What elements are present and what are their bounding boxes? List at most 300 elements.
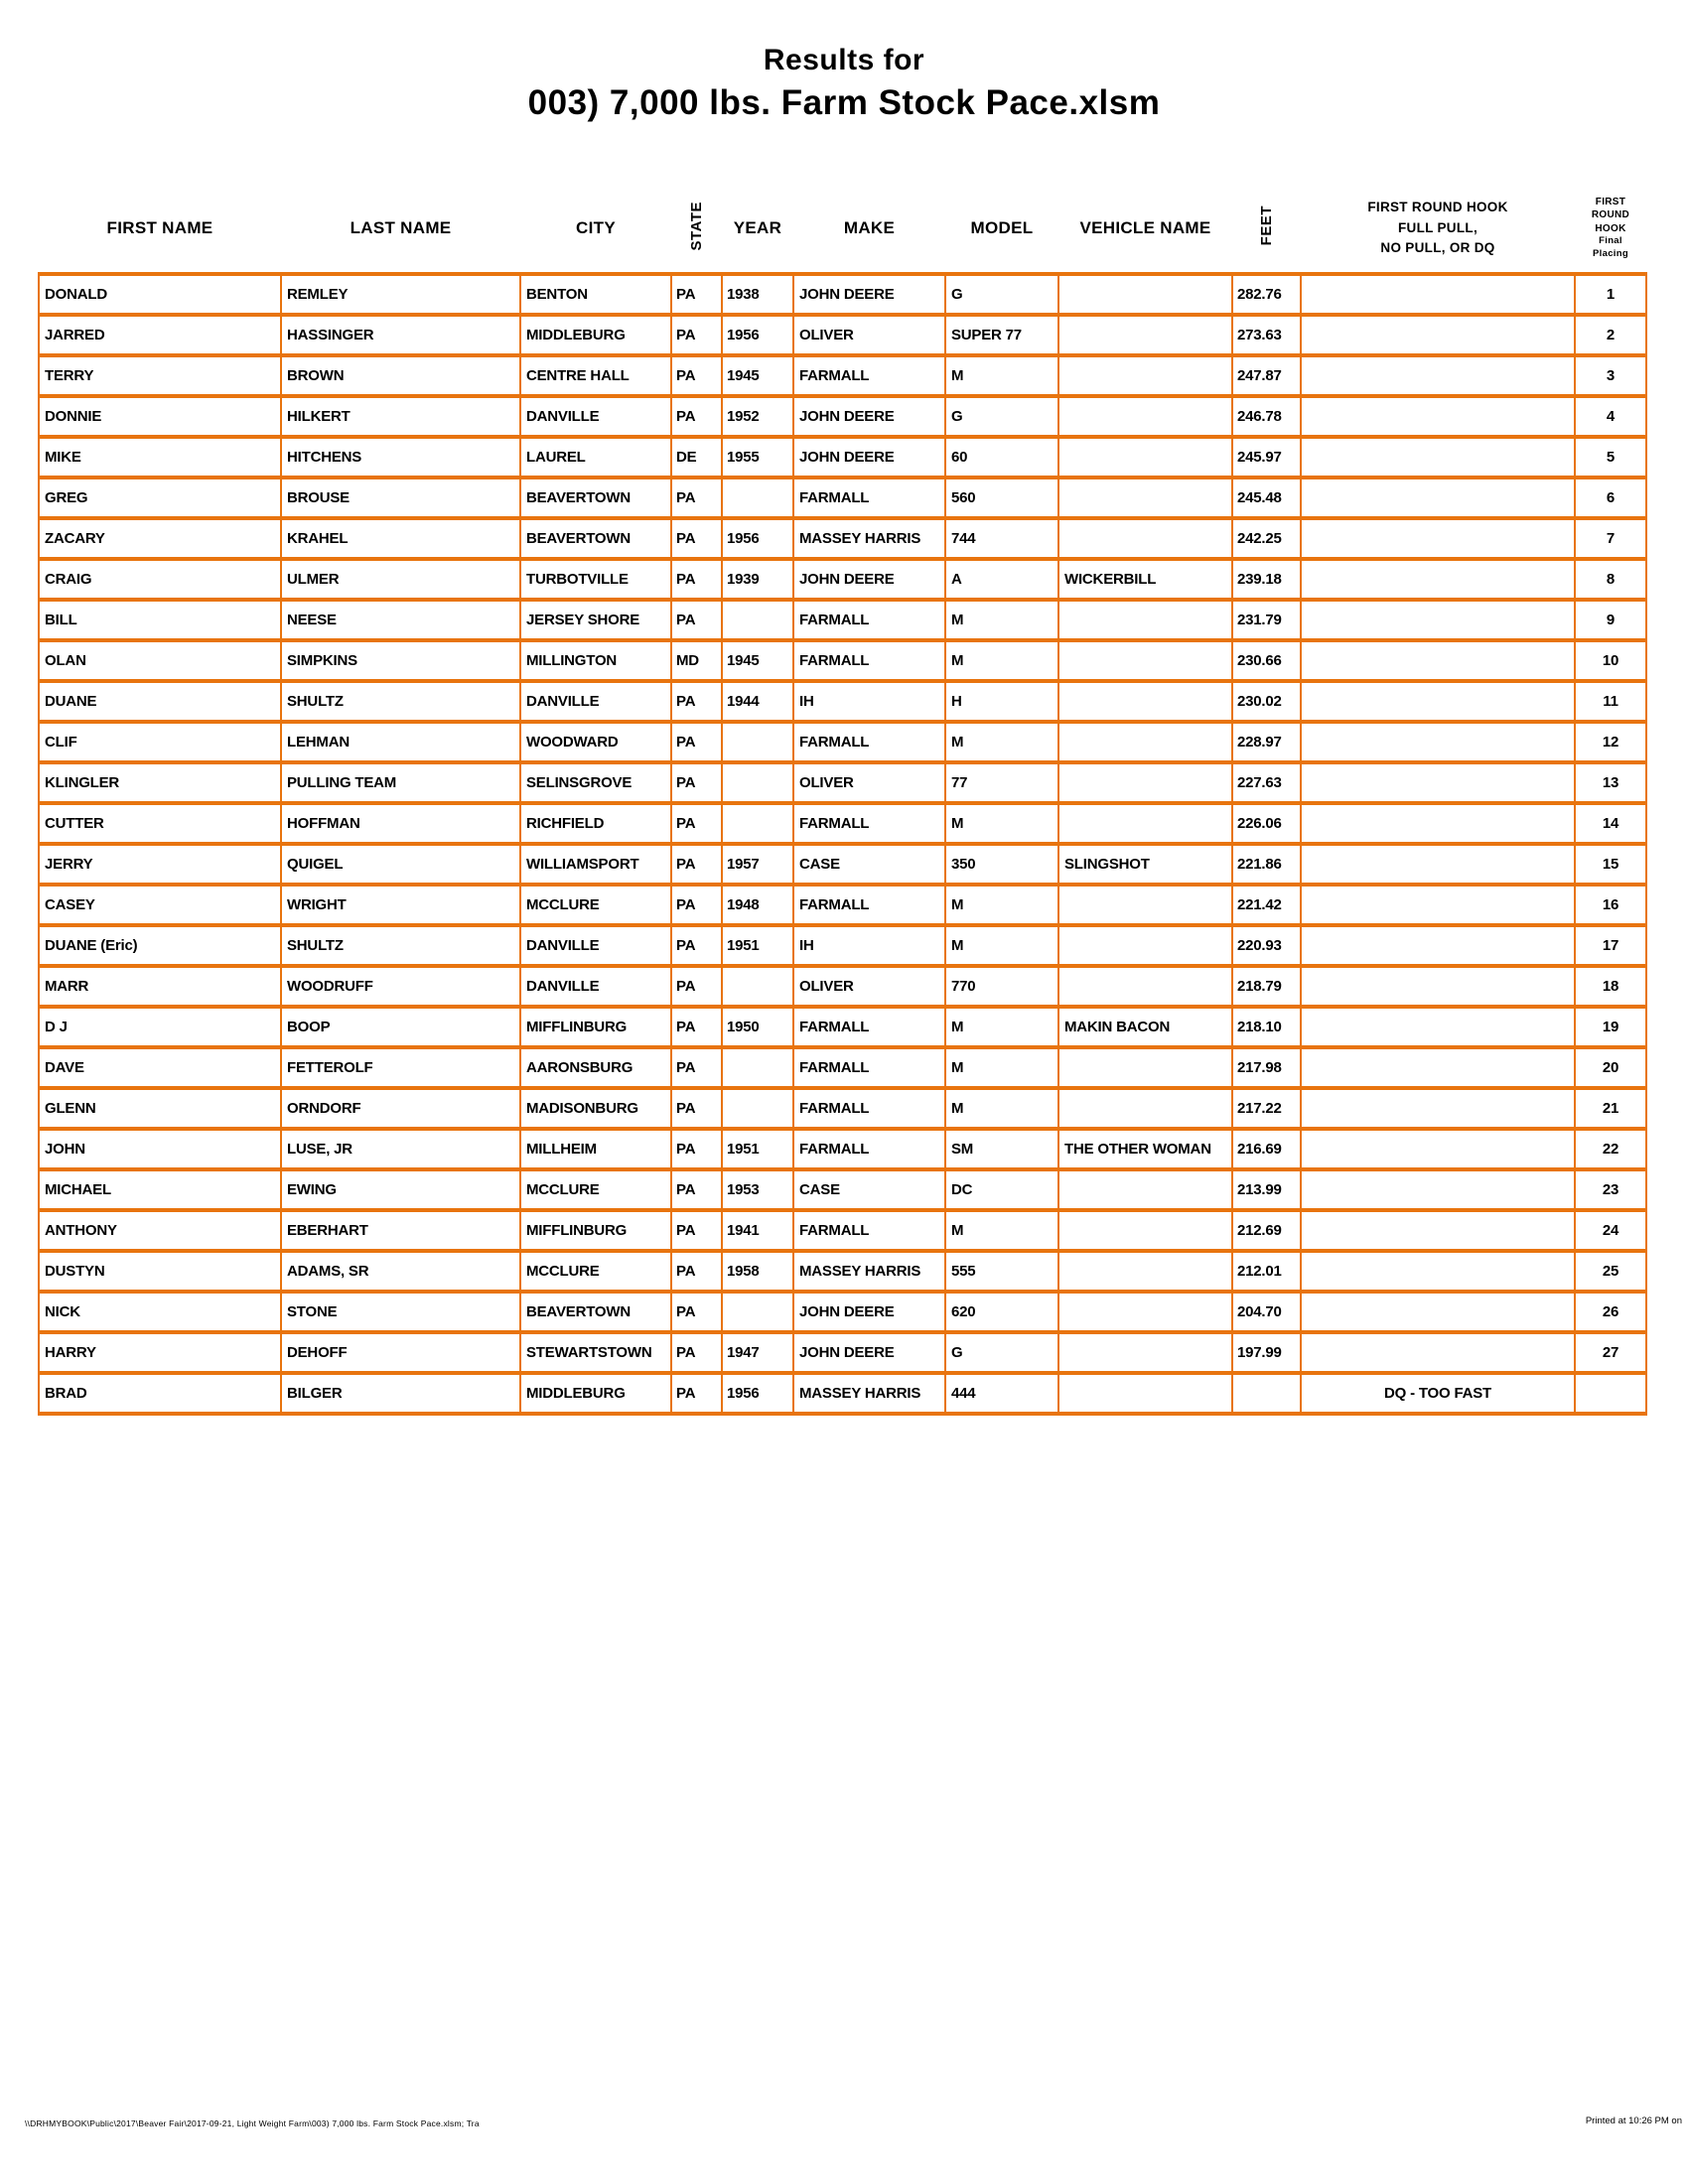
cell-placing: 17 <box>1575 925 1646 966</box>
cell-make: MASSEY HARRIS <box>793 1373 945 1414</box>
cell-make: FARMALL <box>793 1088 945 1129</box>
report-title-line2: 003) 7,000 lbs. Farm Stock Pace.xlsm <box>527 83 1161 122</box>
cell-placing: 4 <box>1575 396 1646 437</box>
cell-vehicle-name <box>1058 1292 1232 1332</box>
cell-year: 1956 <box>722 518 793 559</box>
table-row <box>39 1047 1646 1088</box>
cell-vehicle-name: WICKERBILL <box>1058 559 1232 600</box>
cell-last-name: FETTEROLF <box>281 1047 520 1088</box>
cell-state: PA <box>671 762 722 803</box>
printed-timestamp-footer: Printed at 10:26 PM on <box>1585 2116 1682 2126</box>
cell-state: PA <box>671 681 722 722</box>
cell-city: DANVILLE <box>520 925 671 966</box>
cell-city: AARONSBURG <box>520 1047 671 1088</box>
cell-vehicle-name <box>1058 885 1232 925</box>
cell-first-name: ZACARY <box>39 518 281 559</box>
cell-first-name: GLENN <box>39 1088 281 1129</box>
cell-state: PA <box>671 559 722 600</box>
cell-first-round-hook <box>1301 844 1575 885</box>
cell-vehicle-name: MAKIN BACON <box>1058 1007 1232 1047</box>
report-title-block <box>0 0 1688 123</box>
cell-city: MCCLURE <box>520 885 671 925</box>
cell-vehicle-name <box>1058 1332 1232 1373</box>
cell-state: PA <box>671 396 722 437</box>
cell-make: FARMALL <box>793 722 945 762</box>
cell-model: 77 <box>945 762 1058 803</box>
table-row <box>39 640 1646 681</box>
cell-feet: 247.87 <box>1232 355 1301 396</box>
cell-first-name: JOHN <box>39 1129 281 1169</box>
cell-placing: 11 <box>1575 681 1646 722</box>
cell-feet: 246.78 <box>1232 396 1301 437</box>
state-rotated-label: STATE <box>688 201 705 251</box>
cell-city: BEAVERTOWN <box>520 478 671 518</box>
cell-vehicle-name <box>1058 315 1232 355</box>
hook-header-line3: NO PULL, OR DQ <box>1380 240 1495 256</box>
cell-model: M <box>945 925 1058 966</box>
cell-state: DE <box>671 437 722 478</box>
cell-last-name: SIMPKINS <box>281 640 520 681</box>
table-row <box>39 925 1646 966</box>
cell-make: CASE <box>793 1169 945 1210</box>
cell-first-name: BRAD <box>39 1373 281 1414</box>
placing-header-line2: ROUND <box>1591 209 1630 221</box>
cell-last-name: WRIGHT <box>281 885 520 925</box>
column-header-last-name: LAST NAME <box>350 218 452 237</box>
cell-last-name: DEHOFF <box>281 1332 520 1373</box>
cell-placing: 13 <box>1575 762 1646 803</box>
cell-placing: 16 <box>1575 885 1646 925</box>
cell-first-round-hook <box>1301 885 1575 925</box>
cell-first-round-hook <box>1301 803 1575 844</box>
cell-last-name: BILGER <box>281 1373 520 1414</box>
cell-feet: 216.69 <box>1232 1129 1301 1169</box>
table-row <box>39 1373 1646 1414</box>
table-row <box>39 762 1646 803</box>
cell-vehicle-name <box>1058 600 1232 640</box>
cell-make: CASE <box>793 844 945 885</box>
cell-vehicle-name <box>1058 1088 1232 1129</box>
cell-model: M <box>945 640 1058 681</box>
cell-model: 620 <box>945 1292 1058 1332</box>
cell-vehicle-name <box>1058 274 1232 315</box>
cell-first-round-hook <box>1301 1169 1575 1210</box>
cell-last-name: SHULTZ <box>281 681 520 722</box>
cell-first-name: KLINGLER <box>39 762 281 803</box>
cell-last-name: HILKERT <box>281 396 520 437</box>
cell-first-round-hook <box>1301 315 1575 355</box>
cell-state: PA <box>671 1332 722 1373</box>
cell-state: PA <box>671 478 722 518</box>
cell-last-name: SHULTZ <box>281 925 520 966</box>
cell-city: STEWARTSTOWN <box>520 1332 671 1373</box>
cell-make: JOHN DEERE <box>793 274 945 315</box>
cell-vehicle-name <box>1058 1210 1232 1251</box>
cell-year <box>722 722 793 762</box>
cell-city: MIDDLEBURG <box>520 1373 671 1414</box>
cell-first-name: DAVE <box>39 1047 281 1088</box>
cell-last-name: EWING <box>281 1169 520 1210</box>
cell-first-name: TERRY <box>39 355 281 396</box>
cell-state: MD <box>671 640 722 681</box>
cell-placing: 10 <box>1575 640 1646 681</box>
cell-first-round-hook <box>1301 681 1575 722</box>
cell-model: M <box>945 355 1058 396</box>
cell-feet: 213.99 <box>1232 1169 1301 1210</box>
cell-last-name: BROWN <box>281 355 520 396</box>
cell-first-name: DONALD <box>39 274 281 315</box>
cell-vehicle-name <box>1058 803 1232 844</box>
cell-city: MIDDLEBURG <box>520 315 671 355</box>
cell-model: G <box>945 396 1058 437</box>
cell-state: PA <box>671 315 722 355</box>
cell-placing: 8 <box>1575 559 1646 600</box>
cell-placing: 18 <box>1575 966 1646 1007</box>
cell-placing: 1 <box>1575 274 1646 315</box>
cell-year: 1947 <box>722 1332 793 1373</box>
cell-last-name: BROUSE <box>281 478 520 518</box>
cell-placing: 3 <box>1575 355 1646 396</box>
cell-year: 1945 <box>722 355 793 396</box>
cell-vehicle-name <box>1058 437 1232 478</box>
table-row <box>39 1251 1646 1292</box>
cell-model: M <box>945 1088 1058 1129</box>
cell-feet: 228.97 <box>1232 722 1301 762</box>
column-header-make: MAKE <box>843 218 896 237</box>
table-row <box>39 437 1646 478</box>
table-row <box>39 315 1646 355</box>
cell-feet: 197.99 <box>1232 1332 1301 1373</box>
cell-model: 444 <box>945 1373 1058 1414</box>
column-header-first-name: FIRST NAME <box>106 218 213 237</box>
cell-first-name: DUANE (Eric) <box>39 925 281 966</box>
table-row <box>39 722 1646 762</box>
cell-vehicle-name <box>1058 681 1232 722</box>
column-header-city: CITY <box>576 218 616 237</box>
cell-make: MASSEY HARRIS <box>793 518 945 559</box>
column-header-state <box>671 185 722 274</box>
cell-first-name: HARRY <box>39 1332 281 1373</box>
cell-placing: 15 <box>1575 844 1646 885</box>
cell-state: PA <box>671 1169 722 1210</box>
cell-first-name: D J <box>39 1007 281 1047</box>
cell-placing: 2 <box>1575 315 1646 355</box>
cell-placing: 24 <box>1575 1210 1646 1251</box>
cell-year <box>722 1047 793 1088</box>
cell-placing: 7 <box>1575 518 1646 559</box>
cell-model: M <box>945 722 1058 762</box>
cell-model: 744 <box>945 518 1058 559</box>
cell-feet: 273.63 <box>1232 315 1301 355</box>
cell-state: PA <box>671 1210 722 1251</box>
cell-city: MCCLURE <box>520 1169 671 1210</box>
cell-first-name: MARR <box>39 966 281 1007</box>
cell-city: BEAVERTOWN <box>520 518 671 559</box>
cell-year: 1953 <box>722 1169 793 1210</box>
cell-first-round-hook <box>1301 1007 1575 1047</box>
cell-model: 350 <box>945 844 1058 885</box>
cell-city: DANVILLE <box>520 681 671 722</box>
cell-first-round-hook <box>1301 437 1575 478</box>
cell-make: IH <box>793 681 945 722</box>
cell-vehicle-name <box>1058 396 1232 437</box>
cell-first-round-hook <box>1301 966 1575 1007</box>
cell-vehicle-name <box>1058 966 1232 1007</box>
cell-placing: 5 <box>1575 437 1646 478</box>
cell-vehicle-name <box>1058 1373 1232 1414</box>
cell-city: MIFFLINBURG <box>520 1007 671 1047</box>
cell-state: PA <box>671 1373 722 1414</box>
table-row <box>39 681 1646 722</box>
cell-first-name: NICK <box>39 1292 281 1332</box>
column-header-model: MODEL <box>970 218 1034 237</box>
placing-header-line3: HOOK <box>1595 222 1626 234</box>
placing-header-line5: Placing <box>1593 248 1628 260</box>
file-path-footer: \\DRHMYBOOK\Public\2017\Beaver Fair\2017-09-21, Light Weight Farm\003) 7,000 lbs. Farm Stock Pace.xlsm; Tra <box>25 2118 480 2128</box>
cell-year: 1951 <box>722 925 793 966</box>
table-row <box>39 1169 1646 1210</box>
cell-feet: 212.69 <box>1232 1210 1301 1251</box>
table-row <box>39 518 1646 559</box>
cell-feet: 231.79 <box>1232 600 1301 640</box>
cell-state: PA <box>671 355 722 396</box>
cell-first-name: OLAN <box>39 640 281 681</box>
cell-city: MILLINGTON <box>520 640 671 681</box>
cell-city: DANVILLE <box>520 966 671 1007</box>
cell-feet: 212.01 <box>1232 1251 1301 1292</box>
cell-first-round-hook <box>1301 478 1575 518</box>
cell-last-name: HOFFMAN <box>281 803 520 844</box>
cell-feet: 218.10 <box>1232 1007 1301 1047</box>
cell-placing: 25 <box>1575 1251 1646 1292</box>
cell-model: G <box>945 1332 1058 1373</box>
cell-placing <box>1575 1373 1646 1414</box>
cell-make: JOHN DEERE <box>793 1332 945 1373</box>
cell-year: 1945 <box>722 640 793 681</box>
cell-state: PA <box>671 600 722 640</box>
cell-model: SM <box>945 1129 1058 1169</box>
table-row <box>39 355 1646 396</box>
cell-feet: 245.97 <box>1232 437 1301 478</box>
cell-make: FARMALL <box>793 803 945 844</box>
cell-state: PA <box>671 803 722 844</box>
cell-first-name: CASEY <box>39 885 281 925</box>
cell-model: 60 <box>945 437 1058 478</box>
cell-first-round-hook <box>1301 1088 1575 1129</box>
cell-first-round-hook <box>1301 355 1575 396</box>
cell-first-round-hook <box>1301 1292 1575 1332</box>
cell-first-round-hook <box>1301 1047 1575 1088</box>
cell-last-name: HASSINGER <box>281 315 520 355</box>
cell-first-round-hook <box>1301 762 1575 803</box>
cell-vehicle-name <box>1058 1169 1232 1210</box>
cell-year: 1957 <box>722 844 793 885</box>
cell-state: PA <box>671 1129 722 1169</box>
cell-city: JERSEY SHORE <box>520 600 671 640</box>
cell-year: 1938 <box>722 274 793 315</box>
cell-make: FARMALL <box>793 640 945 681</box>
cell-model: M <box>945 600 1058 640</box>
table-row <box>39 1129 1646 1169</box>
cell-placing: 19 <box>1575 1007 1646 1047</box>
cell-model: A <box>945 559 1058 600</box>
cell-model: 770 <box>945 966 1058 1007</box>
cell-last-name: ULMER <box>281 559 520 600</box>
cell-year: 1956 <box>722 315 793 355</box>
cell-make: FARMALL <box>793 355 945 396</box>
cell-first-name: CUTTER <box>39 803 281 844</box>
table-row <box>39 803 1646 844</box>
cell-first-round-hook <box>1301 396 1575 437</box>
cell-last-name: NEESE <box>281 600 520 640</box>
cell-first-name: CRAIG <box>39 559 281 600</box>
cell-model: 560 <box>945 478 1058 518</box>
cell-state: PA <box>671 1047 722 1088</box>
cell-year <box>722 478 793 518</box>
cell-last-name: QUIGEL <box>281 844 520 885</box>
cell-city: WILLIAMSPORT <box>520 844 671 885</box>
cell-feet: 230.02 <box>1232 681 1301 722</box>
cell-city: TURBOTVILLE <box>520 559 671 600</box>
cell-vehicle-name <box>1058 925 1232 966</box>
table-row <box>39 478 1646 518</box>
cell-model: M <box>945 885 1058 925</box>
cell-feet: 227.63 <box>1232 762 1301 803</box>
cell-year: 1950 <box>722 1007 793 1047</box>
cell-year: 1944 <box>722 681 793 722</box>
cell-year: 1939 <box>722 559 793 600</box>
cell-city: BEAVERTOWN <box>520 1292 671 1332</box>
table-row <box>39 1292 1646 1332</box>
cell-last-name: PULLING TEAM <box>281 762 520 803</box>
cell-model: SUPER 77 <box>945 315 1058 355</box>
cell-make: FARMALL <box>793 478 945 518</box>
cell-first-round-hook <box>1301 274 1575 315</box>
cell-state: PA <box>671 274 722 315</box>
cell-make: JOHN DEERE <box>793 437 945 478</box>
cell-state: PA <box>671 1088 722 1129</box>
cell-year <box>722 600 793 640</box>
cell-first-name: ANTHONY <box>39 1210 281 1251</box>
table-row <box>39 844 1646 885</box>
cell-vehicle-name <box>1058 762 1232 803</box>
cell-model: G <box>945 274 1058 315</box>
cell-last-name: STONE <box>281 1292 520 1332</box>
cell-state: PA <box>671 925 722 966</box>
cell-model: M <box>945 1210 1058 1251</box>
cell-state: PA <box>671 518 722 559</box>
cell-feet: 204.70 <box>1232 1292 1301 1332</box>
hook-header-line1: FIRST ROUND HOOK <box>1367 199 1508 214</box>
cell-feet: 217.98 <box>1232 1047 1301 1088</box>
cell-year: 1941 <box>722 1210 793 1251</box>
cell-first-round-hook <box>1301 1129 1575 1169</box>
cell-vehicle-name: THE OTHER WOMAN <box>1058 1129 1232 1169</box>
table-row <box>39 966 1646 1007</box>
cell-state: PA <box>671 1292 722 1332</box>
cell-state: PA <box>671 844 722 885</box>
column-header-first-round-hook <box>1301 185 1575 274</box>
cell-vehicle-name: SLINGSHOT <box>1058 844 1232 885</box>
cell-make: FARMALL <box>793 885 945 925</box>
table-row <box>39 1210 1646 1251</box>
results-table-header <box>39 185 1646 274</box>
cell-last-name: ORNDORF <box>281 1088 520 1129</box>
cell-make: JOHN DEERE <box>793 1292 945 1332</box>
cell-feet: 226.06 <box>1232 803 1301 844</box>
cell-first-round-hook <box>1301 1210 1575 1251</box>
column-header-year: YEAR <box>733 218 782 237</box>
cell-make: JOHN DEERE <box>793 559 945 600</box>
cell-placing: 26 <box>1575 1292 1646 1332</box>
results-table <box>38 185 1647 1416</box>
cell-year: 1948 <box>722 885 793 925</box>
cell-placing: 9 <box>1575 600 1646 640</box>
cell-placing: 21 <box>1575 1088 1646 1129</box>
cell-year <box>722 1292 793 1332</box>
results-table-body <box>39 274 1646 1414</box>
cell-first-name: GREG <box>39 478 281 518</box>
header-row <box>39 185 1646 274</box>
cell-city: MADISONBURG <box>520 1088 671 1129</box>
cell-make: FARMALL <box>793 1007 945 1047</box>
cell-first-round-hook <box>1301 640 1575 681</box>
cell-last-name: KRAHEL <box>281 518 520 559</box>
cell-year <box>722 1088 793 1129</box>
cell-last-name: ADAMS, SR <box>281 1251 520 1292</box>
cell-vehicle-name <box>1058 722 1232 762</box>
cell-city: WOODWARD <box>520 722 671 762</box>
feet-rotated-label: FEET <box>1258 205 1275 246</box>
cell-feet: 242.25 <box>1232 518 1301 559</box>
table-row <box>39 1088 1646 1129</box>
cell-vehicle-name <box>1058 640 1232 681</box>
cell-city: MILLHEIM <box>520 1129 671 1169</box>
cell-make: JOHN DEERE <box>793 396 945 437</box>
cell-first-round-hook <box>1301 518 1575 559</box>
placing-header-line4: Final <box>1599 235 1622 247</box>
cell-feet: 217.22 <box>1232 1088 1301 1129</box>
cell-first-round-hook <box>1301 1332 1575 1373</box>
cell-first-round-hook <box>1301 600 1575 640</box>
cell-model: M <box>945 803 1058 844</box>
cell-vehicle-name <box>1058 518 1232 559</box>
cell-feet: 282.76 <box>1232 274 1301 315</box>
cell-feet: 221.86 <box>1232 844 1301 885</box>
cell-city: MCCLURE <box>520 1251 671 1292</box>
cell-first-round-hook <box>1301 722 1575 762</box>
cell-make: IH <box>793 925 945 966</box>
cell-city: LAUREL <box>520 437 671 478</box>
cell-vehicle-name <box>1058 1047 1232 1088</box>
table-row <box>39 1007 1646 1047</box>
cell-city: DANVILLE <box>520 396 671 437</box>
cell-city: RICHFIELD <box>520 803 671 844</box>
cell-placing: 23 <box>1575 1169 1646 1210</box>
cell-first-round-hook <box>1301 1251 1575 1292</box>
cell-first-name: MICHAEL <box>39 1169 281 1210</box>
cell-last-name: LUSE, JR <box>281 1129 520 1169</box>
cell-placing: 12 <box>1575 722 1646 762</box>
cell-state: PA <box>671 722 722 762</box>
cell-feet: 221.42 <box>1232 885 1301 925</box>
cell-year <box>722 966 793 1007</box>
hook-header-line2: FULL PULL, <box>1398 219 1477 235</box>
column-header-vehicle-name: VEHICLE NAME <box>1079 218 1211 237</box>
column-header-feet <box>1232 185 1301 274</box>
cell-state: PA <box>671 1007 722 1047</box>
cell-first-name: DONNIE <box>39 396 281 437</box>
